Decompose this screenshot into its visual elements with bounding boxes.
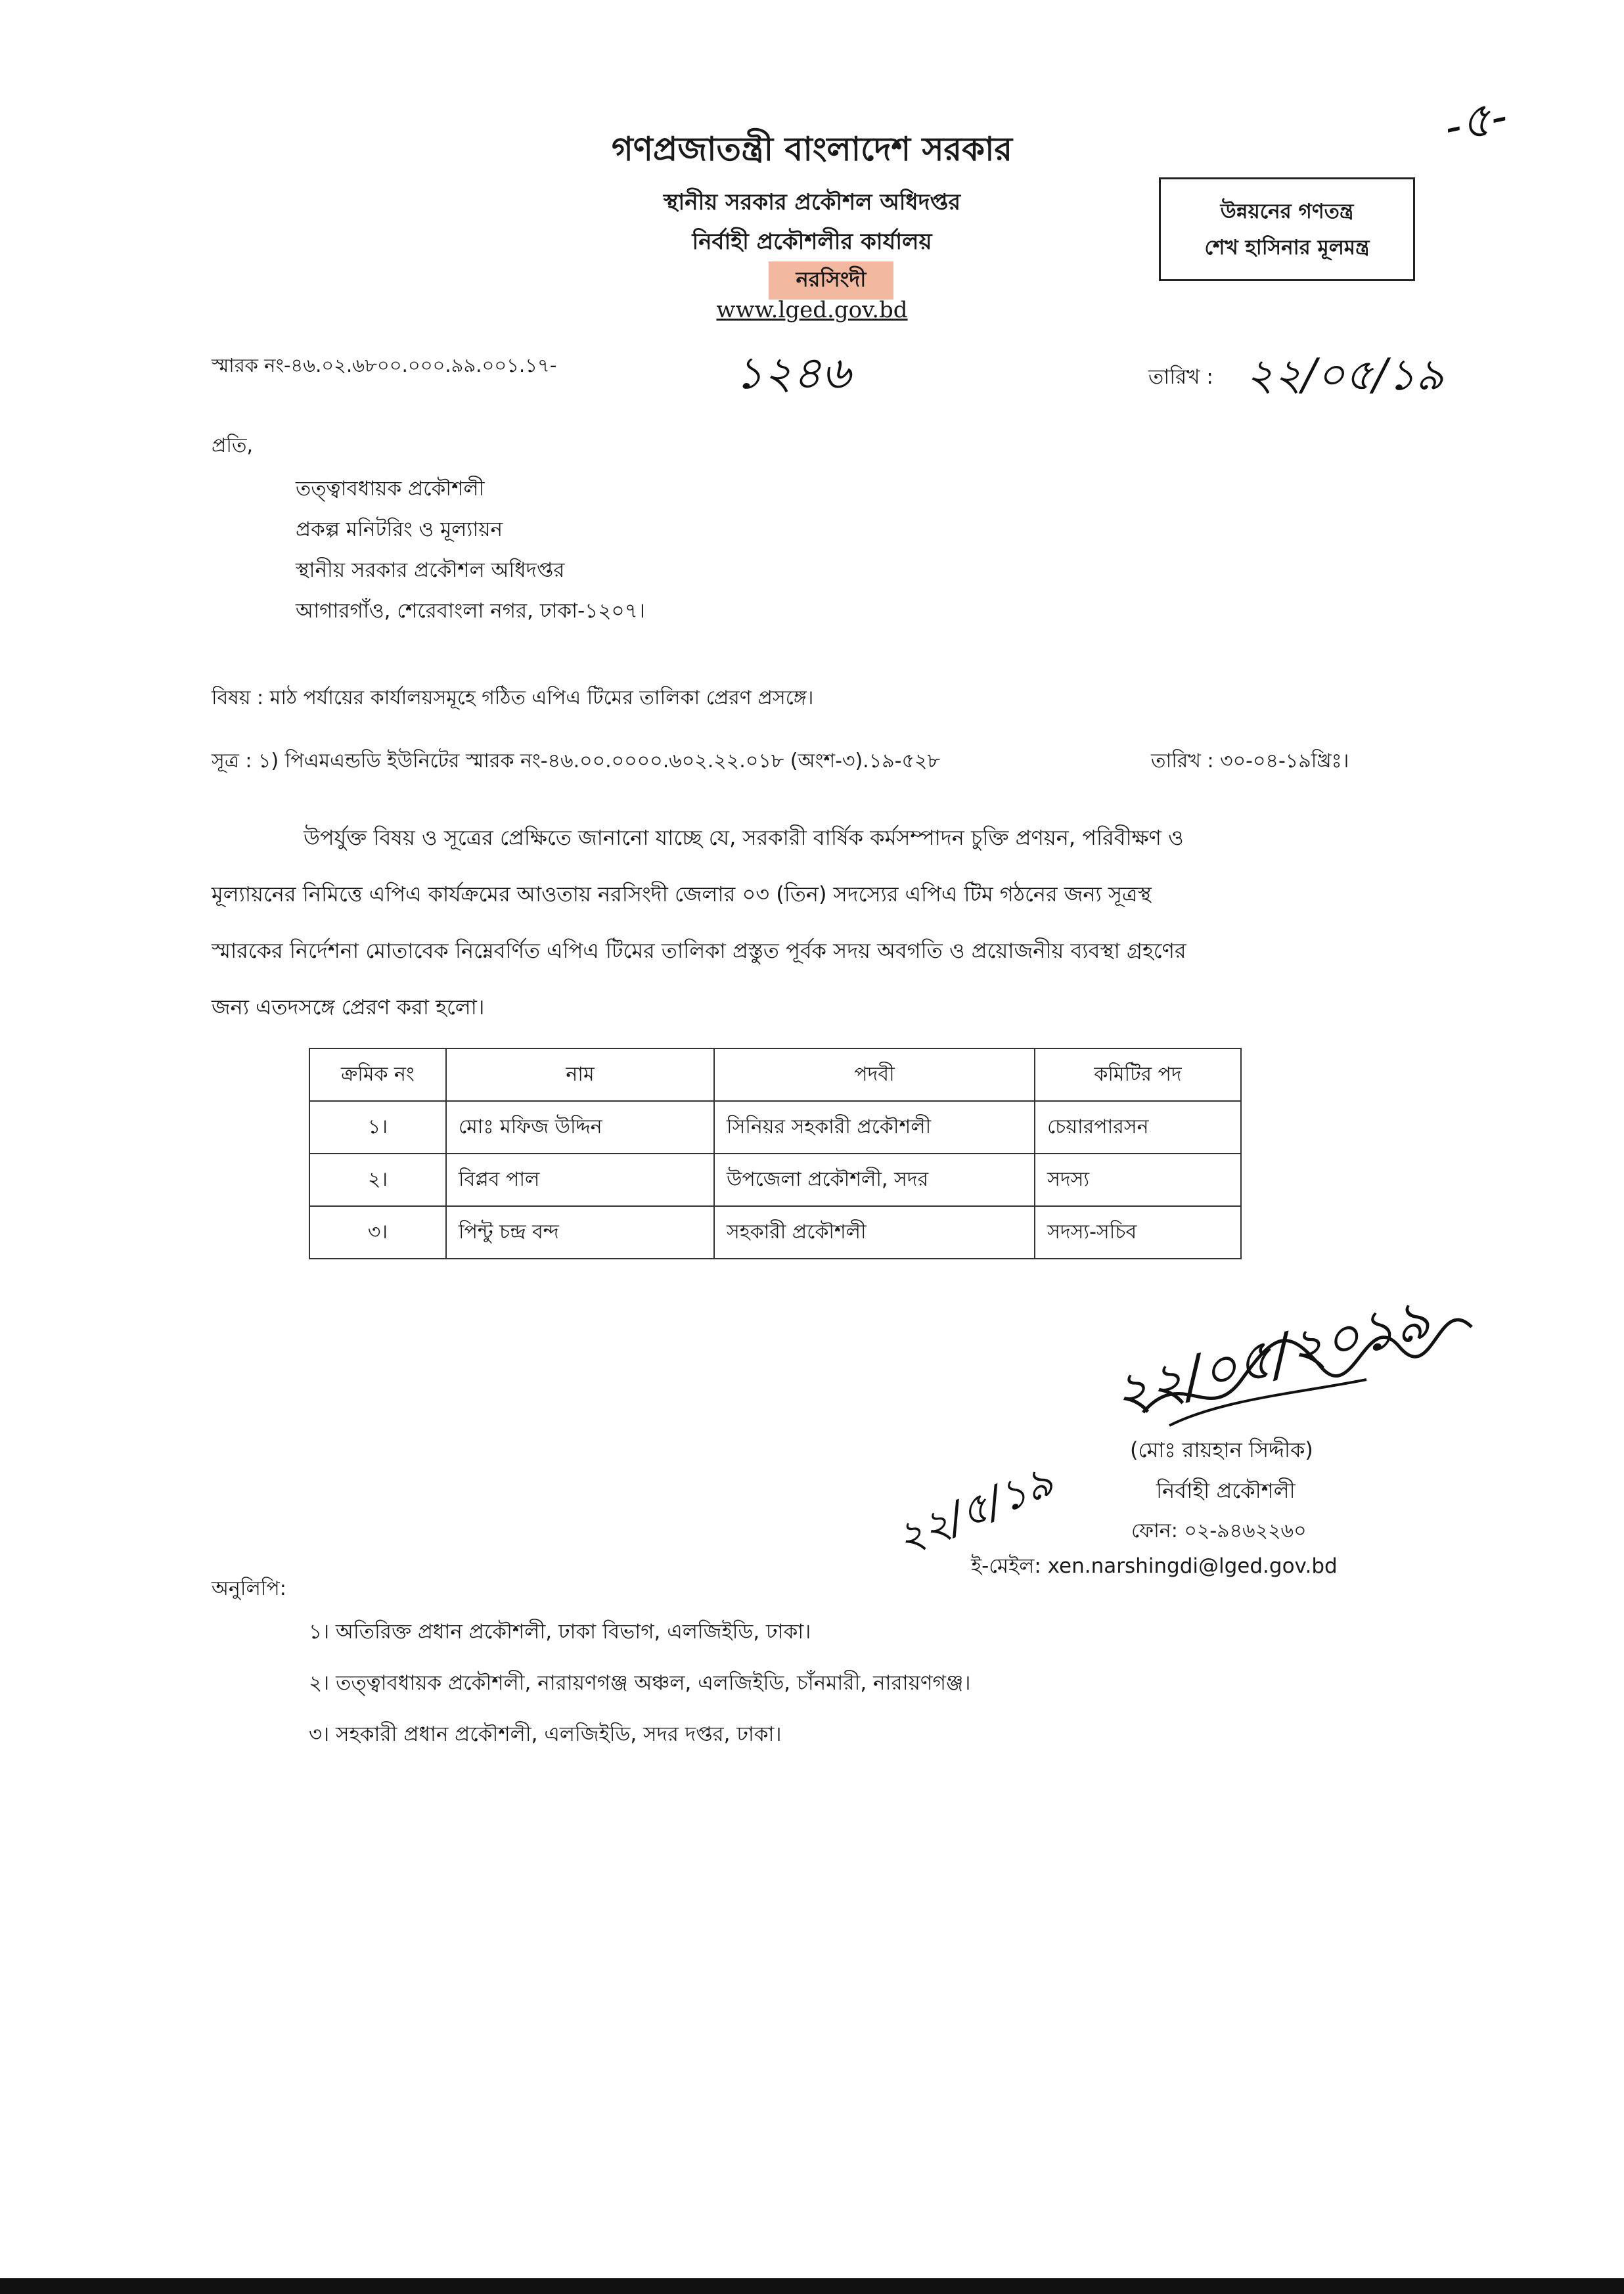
website-link[interactable]: www.lged.gov.bd (716, 297, 908, 323)
table-cell: উপজেলা প্রকৌশলী, সদর (714, 1154, 1035, 1206)
signatory-phone: ফোন: ০২-৯৪৬২২৬০ (1131, 1519, 1307, 1542)
table-cell: সহকারী প্রকৌশলী (714, 1206, 1035, 1259)
table-row (309, 1154, 1241, 1206)
recipient-line: তত্ত্বাবধায়ক প্রকৌশলী (296, 477, 485, 501)
body-line: জন্য এতদসঙ্গে প্রেরণ করা হলো। (212, 995, 485, 1020)
slogan-line-1: উন্নয়নের গণতন্ত্র (1220, 200, 1354, 223)
memo-number-handwritten: ১২৪৬ (734, 348, 851, 399)
table-cell: ৩। (309, 1206, 446, 1259)
signatory-name: (মোঃ রায়হান সিদ্দীক) (1130, 1437, 1313, 1462)
cc-item: ১। অতিরিক্ত প্রধান প্রকৌশলী, ঢাকা বিভাগ, এলজিইডি, ঢাকা। (309, 1620, 811, 1644)
table-cell: মোঃ মফিজ উদ্দিন (446, 1101, 714, 1154)
table-cell: সিনিয়র সহকারী প্রকৌশলী (714, 1101, 1035, 1154)
body-line: মূল্যায়নের নিমিত্তে এপিএ কার্যক্রমের আওতায় নরসিংদী জেলার ০৩ (তিন) সদস্যের এপিএ টিম গঠনের জন্য সূত্রস্থ (212, 882, 1152, 907)
table-cell: ২। (309, 1154, 446, 1206)
table-row (309, 1206, 1241, 1259)
scan-edge-bar (0, 2278, 1624, 2294)
recipient-label: প্রতি, (212, 434, 254, 457)
date-label: তারিখ : (1148, 365, 1213, 389)
column-header: কমিটির পদ (1035, 1048, 1241, 1101)
table-cell: পিন্টু চন্দ্র বন্দ (446, 1206, 714, 1259)
department-name: স্থানীয় সরকার প্রকৌশল অধিদপ্তর (663, 189, 961, 215)
table-cell: সদস্য-সচিব (1035, 1206, 1241, 1259)
table-cell: বিপ্লব পাল (446, 1154, 714, 1206)
office-name: নির্বাহী প্রকৌশলীর কার্যালয় (692, 229, 932, 255)
subject-line: বিষয় : মাঠ পর্যায়ের কার্যালয়সমূহে গঠিত এপিএ টিমের তালিকা প্রেরণ প্রসঙ্গে। (212, 686, 814, 709)
slogan-line-2: শেখ হাসিনার মূলমন্ত্র (1204, 236, 1370, 259)
slogan-box (1159, 177, 1415, 281)
reference-date: তারিখ : ৩০-০৪-১৯খ্রিঃ। (1151, 750, 1349, 773)
cc-item: ৩। সহকারী প্রধান প্রকৌশলী, এলজিইডি, সদর দপ্তর, ঢাকা। (309, 1722, 782, 1746)
column-header: ক্রমিক নং (309, 1048, 446, 1101)
recipient-line: স্থানীয় সরকার প্রকৌশল অধিদপ্তর (296, 558, 565, 582)
column-header: পদবী (714, 1048, 1035, 1101)
table-header-row (309, 1048, 1241, 1101)
signature-date-handwritten: ২২/০৫/২০১৯ (1106, 1286, 1437, 1428)
date-handwritten: ২২/০৫/১৯ (1246, 349, 1444, 400)
recipient-line: আগারগাঁও, শেরেবাংলা নগর, ঢাকা-১২০৭। (296, 599, 645, 623)
body-line: উপর্যুক্ত বিষয় ও সূত্রের প্রেক্ষিতে জানানো যাচ্ছে যে, সরকারী বার্ষিক কর্মসম্পাদন চুক্তি প্রণয়ন, পরিবীক্ষণ ও (304, 825, 1184, 850)
initial-date-handwritten: ২২/৫/১৯ (889, 1457, 1060, 1564)
body-line: স্মারকের নির্দেশনা মোতাবেক নিম্নেবর্ণিত এপিএ টিমের তালিকা প্রস্তুত পূর্বক সদয় অবগতি ও প্রয়োজনীয় ব্যবস্থা গ্রহণের (212, 938, 1186, 963)
apa-team-table (309, 1048, 1242, 1259)
table-cell: সদস্য (1035, 1154, 1241, 1206)
reference-line: সূত্র : ১) পিএমএন্ডডি ইউনিটের স্মারক নং-৪৬.০০.০০০০.৬০২.২২.০১৮ (অংশ-৩).১৯-৫২৮ (212, 750, 940, 773)
recipient-line: প্রকল্প মনিটরিং ও মূল্যায়ন (296, 518, 503, 541)
cc-label: অনুলিপি: (212, 1577, 286, 1600)
table-cell: চেয়ারপারসন (1035, 1101, 1241, 1154)
table-row (309, 1101, 1241, 1154)
memo-number: স্মারক নং-৪৬.০২.৬৮০০.০০০.৯৯.০০১.১৭- (212, 354, 557, 376)
government-title: গণপ্রজাতন্ত্রী বাংলাদেশ সরকার (612, 130, 1012, 168)
column-header: নাম (446, 1048, 714, 1101)
table-cell: ১। (309, 1101, 446, 1154)
signatory-designation: নির্বাহী প্রকৌশলী (1156, 1478, 1296, 1503)
district-name: নরসিংদী (769, 261, 893, 300)
signatory-email[interactable]: ই-মেইল: xen.narshingdi@lged.gov.bd (971, 1554, 1338, 1578)
page-number-mark: -৫- (1439, 87, 1512, 155)
cc-item: ২। তত্ত্বাবধায়ক প্রকৌশলী, নারায়ণগঞ্জ অঞ্চল, এলজিইডি, চাঁনমারী, নারায়ণগঞ্জ। (309, 1671, 971, 1695)
